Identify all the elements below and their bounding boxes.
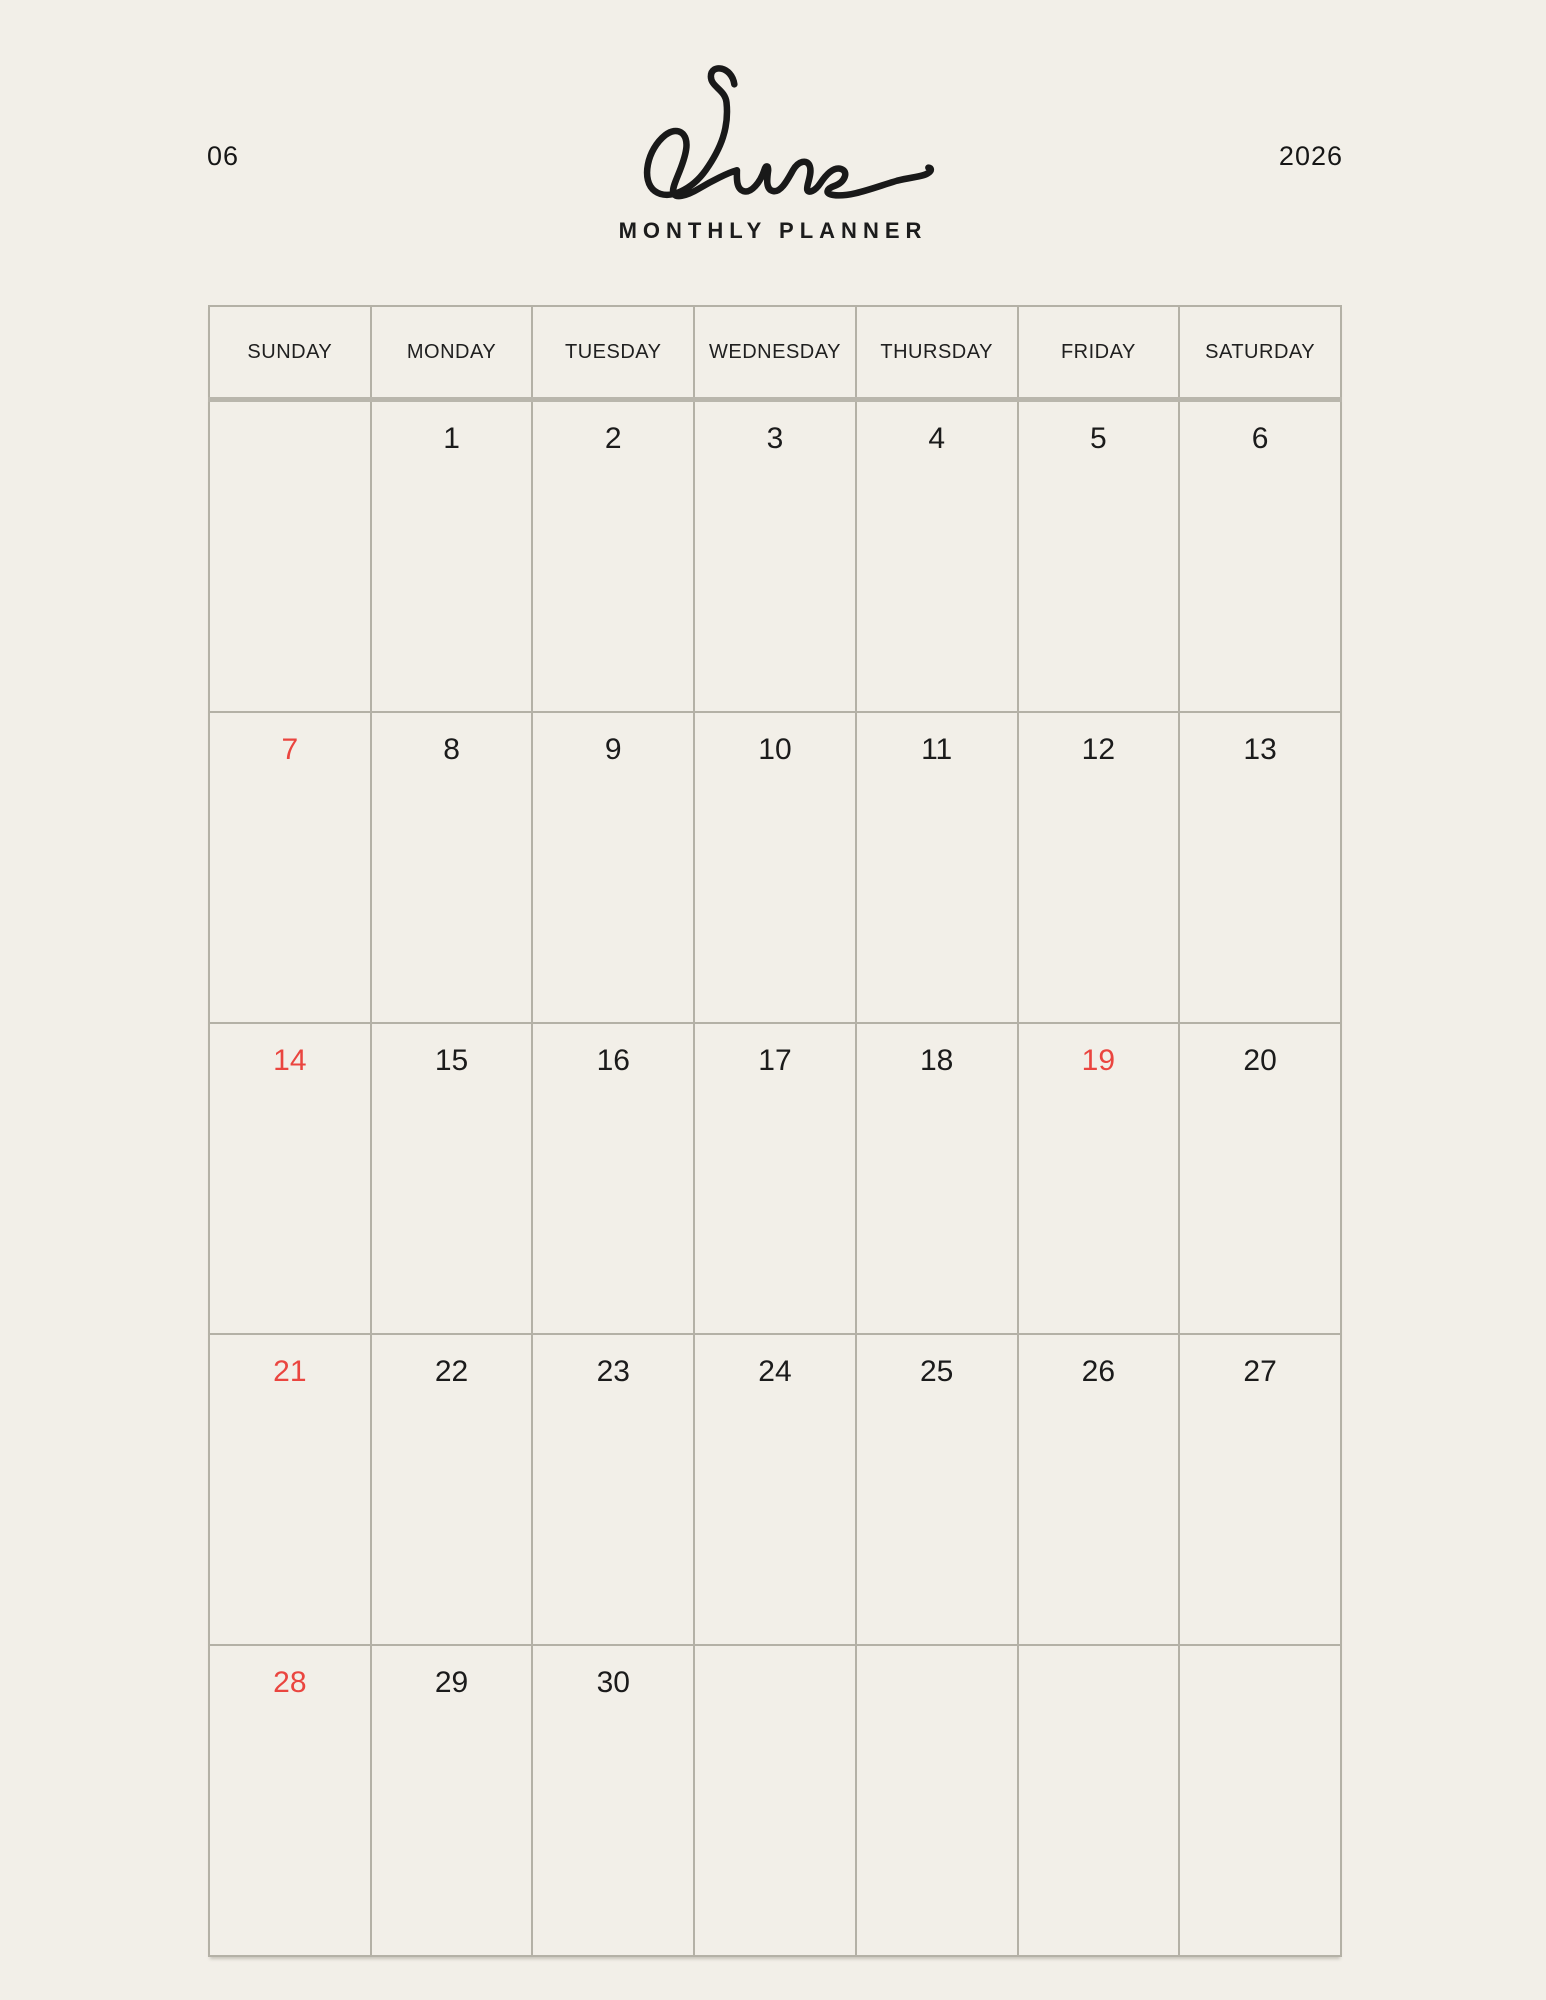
weekday-header-saturday: SATURDAY	[1179, 306, 1341, 400]
day-cell[interactable]: 24	[694, 1334, 856, 1645]
day-cell[interactable]: 15	[371, 1023, 533, 1334]
day-cell[interactable]: 6	[1179, 400, 1341, 713]
month-script-title	[608, 62, 944, 203]
day-cell[interactable]: 19	[1018, 1023, 1180, 1334]
day-cell[interactable]: 2	[532, 400, 694, 713]
planner-subtitle: MONTHLY PLANNER	[618, 218, 928, 243]
day-cell[interactable]: 28	[209, 1645, 371, 1956]
day-cell[interactable]: 10	[694, 712, 856, 1023]
week-row-3	[209, 1023, 1341, 1334]
day-cell[interactable]: 13	[1179, 712, 1341, 1023]
day-cell[interactable]: 4	[856, 400, 1018, 713]
day-cell[interactable]: 9	[532, 712, 694, 1023]
week-row-2	[209, 712, 1341, 1023]
day-cell[interactable]	[209, 400, 371, 713]
day-cell[interactable]: 29	[371, 1645, 533, 1956]
week-row-5	[209, 1645, 1341, 1956]
day-cell[interactable]: 26	[1018, 1334, 1180, 1645]
day-cell[interactable]: 5	[1018, 400, 1180, 713]
day-cell[interactable]: 25	[856, 1334, 1018, 1645]
week-row-1	[209, 400, 1341, 713]
day-cell[interactable]: 1	[371, 400, 533, 713]
day-cell[interactable]: 14	[209, 1023, 371, 1334]
day-cell[interactable]: 20	[1179, 1023, 1341, 1334]
weekday-header-row	[209, 306, 1341, 400]
day-cell[interactable]	[1018, 1645, 1180, 1956]
cursive-june-stroke	[647, 68, 931, 196]
day-cell[interactable]: 22	[371, 1334, 533, 1645]
weekday-header-thursday: THURSDAY	[856, 306, 1018, 400]
month-number-label: 06	[207, 141, 240, 171]
day-cell[interactable]	[856, 1645, 1018, 1956]
day-cell[interactable]: 17	[694, 1023, 856, 1334]
weekday-header-monday: MONDAY	[371, 306, 533, 400]
year-label: 2026	[1278, 141, 1343, 171]
day-cell[interactable]: 21	[209, 1334, 371, 1645]
calendar-grid	[208, 305, 1342, 1957]
day-cell[interactable]: 11	[856, 712, 1018, 1023]
day-cell[interactable]: 16	[532, 1023, 694, 1334]
week-row-4	[209, 1334, 1341, 1645]
day-cell[interactable]: 30	[532, 1645, 694, 1956]
weekday-header-friday: FRIDAY	[1018, 306, 1180, 400]
day-cell[interactable]: 12	[1018, 712, 1180, 1023]
day-cell[interactable]: 18	[856, 1023, 1018, 1334]
weekday-header-wednesday: WEDNESDAY	[694, 306, 856, 400]
day-cell[interactable]: 7	[209, 712, 371, 1023]
weekday-header-sunday: SUNDAY	[209, 306, 371, 400]
day-cell[interactable]: 23	[532, 1334, 694, 1645]
weekday-header-tuesday: TUESDAY	[532, 306, 694, 400]
day-cell[interactable]	[694, 1645, 856, 1956]
day-cell[interactable]: 8	[371, 712, 533, 1023]
day-cell[interactable]	[1179, 1645, 1341, 1956]
day-cell[interactable]: 27	[1179, 1334, 1341, 1645]
day-cell[interactable]: 3	[694, 400, 856, 713]
